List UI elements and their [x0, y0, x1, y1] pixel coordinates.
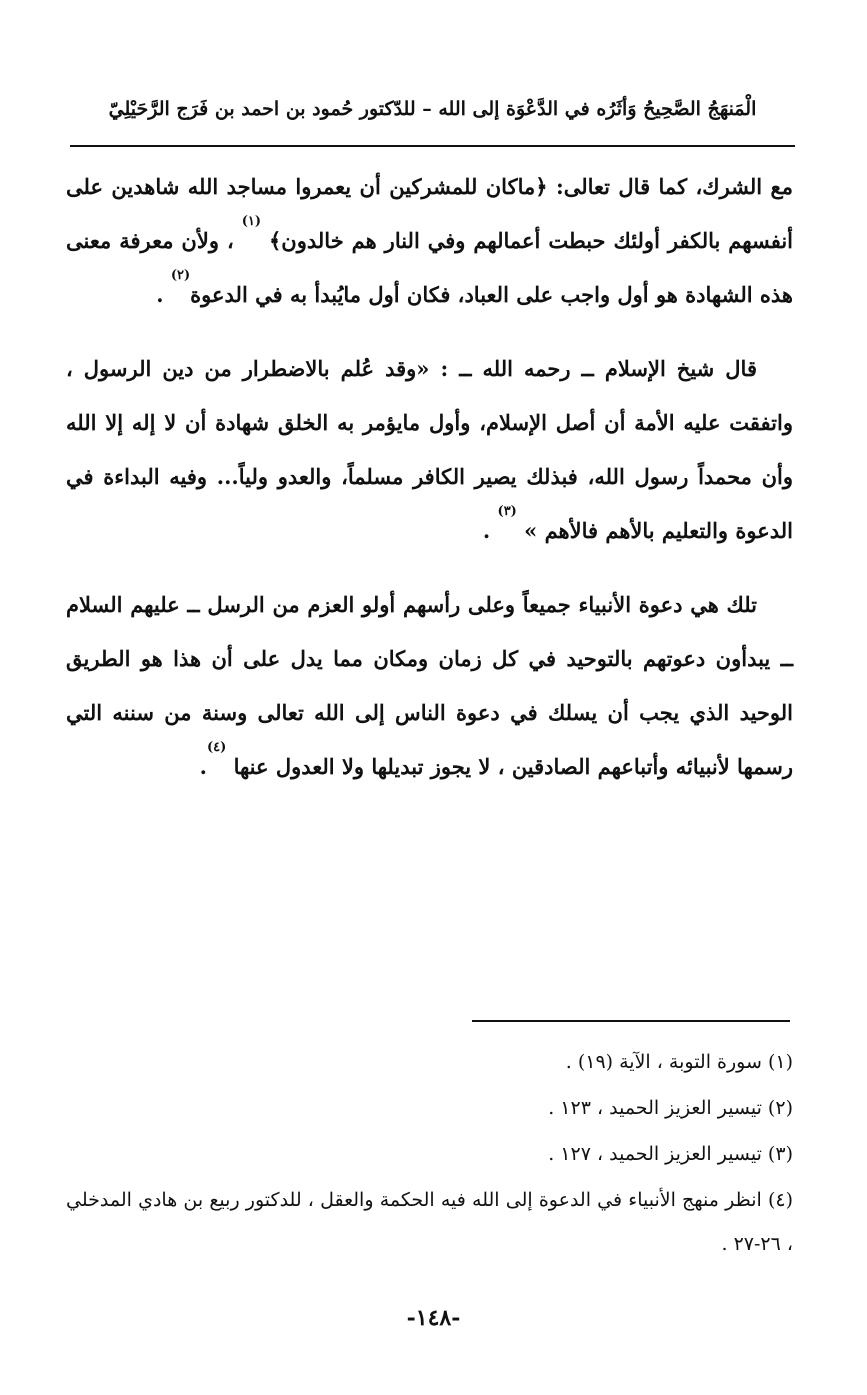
paragraph-1-continuation: ، ولأن معرفة معنى هذه الشهادة هو أول واجب على العباد، فكان أول مايُبدأ به في الدعوة [66, 228, 793, 307]
footnote-divider [472, 1020, 790, 1022]
footnotes [66, 1040, 793, 1268]
footnote-ref-2: (٢) [170, 268, 191, 283]
footnote-4: (٤) انظر منهج الأنبياء في الدعوة إلى الله فيه الحكمة والعقل ، للدكتور ربيع بن هادي المدخلي ، ٢٦-٢٧ . [66, 1189, 793, 1255]
running-header: الْمَنهَجُ الصَّحِيحُ وَأثَرُه في الدَّعْوَة إلى الله – للدّكتور حُمود بن احمد بن فَرَج الرَّحَيْلِيّ [108, 98, 757, 120]
paragraph-2 [66, 342, 793, 558]
paragraph-3-text: تلك هي دعوة الأنبياء جميعاً وعلى رأسهم أولو العزم من الرسل ــ عليهم السلام ــ يبدأون دعوتهم بالتوحيد في كل زمان ومكان مما يدل على أن هذا هو الطريق الوحيد الذي يجب أن يسلك في دعوة الناس إلى الله تعالى وسنة من سننه التي رسمها لأنبيائه وأتباعهم الصادقين ، لا يجوز تبديلها ولا العدول عنها [66, 592, 793, 779]
paragraph-1-intro: مع الشرك، كما قال تعالى: [547, 174, 793, 199]
footnote-ref-4: (٤) [206, 740, 227, 755]
footnote-ref-1: (١) [241, 214, 262, 229]
header-divider [70, 145, 795, 147]
paragraph-2-text: قال شيخ الإسلام ــ رحمه الله ــ : «وقد عُلم بالاضطرار من دين الرسول ، واتفقت عليه الأمة أن أصل الإسلام، وأول مايؤمر به الخلق شهادة أن لا إله إلا الله وأن محمداً رسول الله، فبذلك يصير الكافر مسلماً، والعدو ولياً... وفيه البداءة في الدعوة والتعليم بالأهم فالأهم » [66, 356, 793, 543]
paragraph-2-end: . [482, 518, 498, 543]
paragraph-1-end: . [156, 282, 171, 307]
paragraph-1 [66, 160, 793, 322]
quran-verse: ﴿ماكان للمشركين أن يعمروا مساجد الله شاهدين على أنفسهم بالكفر أولئك حبطت أعمالهم وفي النار هم خالدون﴾ [66, 174, 794, 253]
paragraph-3-end: . [199, 754, 207, 779]
paragraph-3 [66, 578, 793, 794]
page-number: -١٤٨- [406, 1305, 461, 1331]
footnote-2: (٢) تيسير العزيز الحميد ، ١٢٣ . [548, 1097, 793, 1119]
footnote-1: (١) سورة التوبة ، الآية (١٩) . [565, 1051, 793, 1073]
main-text [66, 160, 793, 814]
footnote-ref-3: (٣) [497, 504, 517, 519]
footnote-3: (٣) تيسير العزيز الحميد ، ١٢٧ . [548, 1143, 793, 1165]
